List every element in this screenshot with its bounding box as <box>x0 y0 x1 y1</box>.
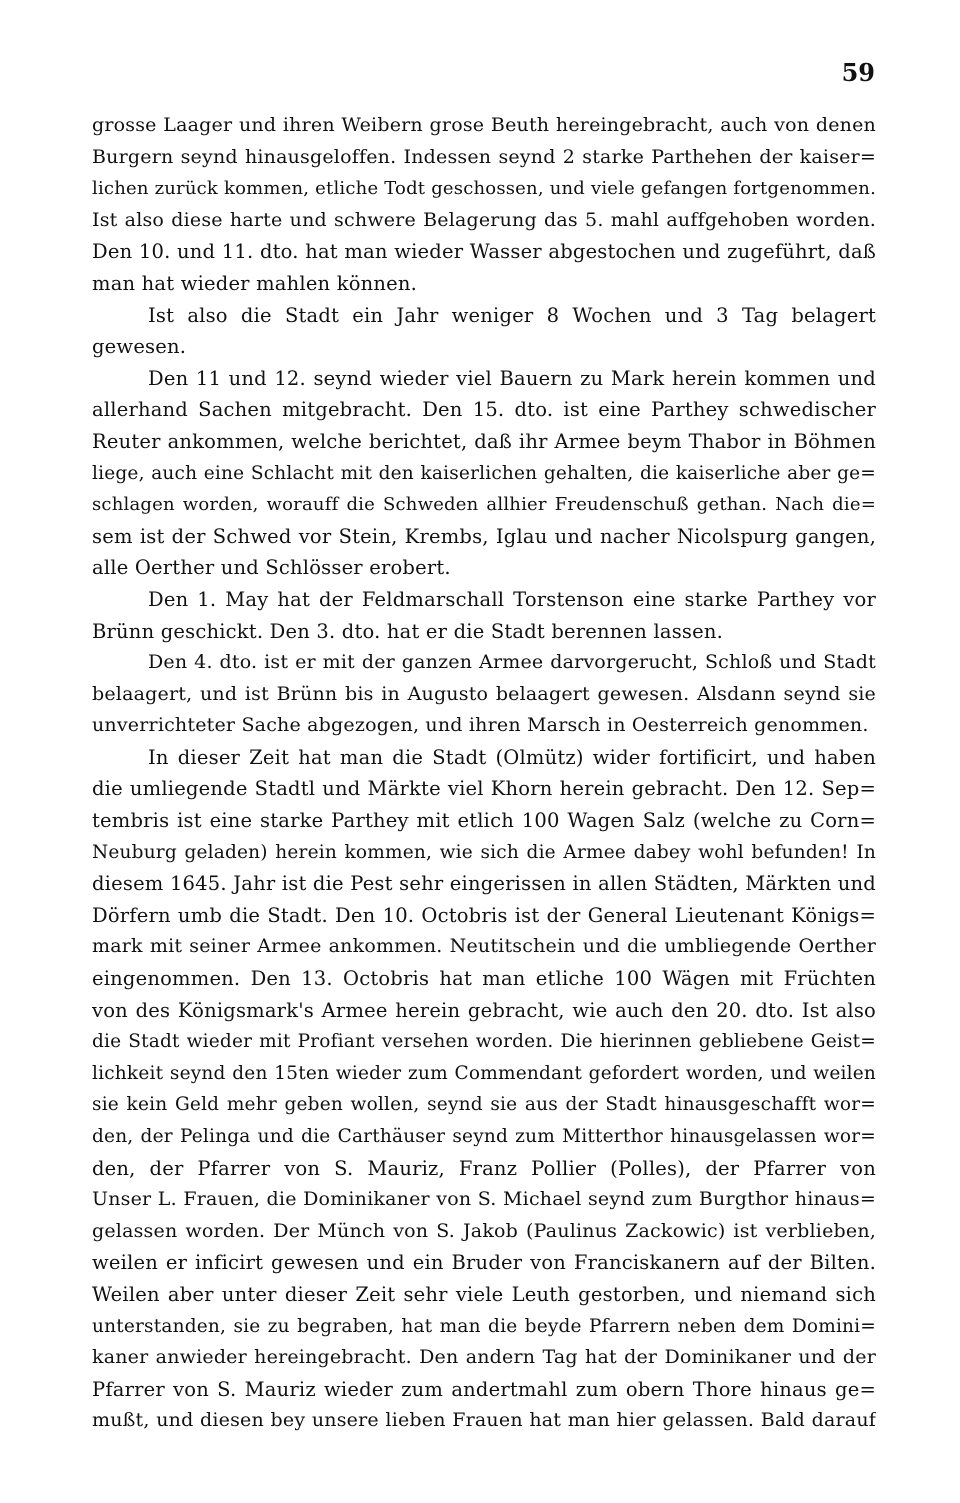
text-line: Weilen aber unter dieser Zeit sehr viele Leuth gestorben, und niemand sich <box>92 1282 876 1306</box>
text-line: den, der Pfarrer von S. Mauriz, Franz Pollier (Polles), der Pfarrer von <box>92 1156 876 1180</box>
text-line: grosse Laager und ihren Weibern grose Beuth hereingebracht, auch von denen <box>92 114 876 136</box>
text-line: gewesen. <box>92 335 187 359</box>
body-text <box>92 110 876 1437</box>
text-line: mark mit seiner Armee ankommen. Neutitschein und die umbliegende Oerther <box>92 935 876 958</box>
text-line: Unser L. Frauen, die Dominikaner von S. Michael seynd zum Burgthor hinaus= <box>92 1188 876 1211</box>
text-line: Den 10. und 11. dto. hat man wieder Wasser abgestochen und zugeführt, daß <box>92 240 876 264</box>
text-line: Den 1. May hat der Feldmarschall Torstenson eine starke Parthey vor <box>148 587 876 611</box>
text-line: von des Königsmark's Armee herein gebracht, wie auch den 20. dto. Ist also <box>92 998 876 1022</box>
text-line: man hat wieder mahlen können. <box>92 271 418 295</box>
text-line: Den 4. dto. ist er mit der ganzen Armee darvorgerucht, Schloß und Stadt <box>148 651 876 674</box>
text-line: lichkeit seynd den 15ten wieder zum Commendant gefordert worden, und weilen <box>92 1062 876 1084</box>
text-line: sem ist der Schwed vor Stein, Krembs, Iglau und nacher Nicolspurg gangen, <box>92 524 876 548</box>
text-line: die umliegende Stadtl und Märkte viel Khorn herein gebracht. Den 12. Sep= <box>92 777 876 801</box>
text-line: Pfarrer von S. Mauriz wieder zum andertmahl zum obern Thore hinaus ge= <box>92 1377 876 1401</box>
text-line: allerhand Sachen mitgebracht. Den 15. dto. ist eine Parthey schwedischer <box>92 398 876 422</box>
text-line: alle Oerther und Schlösser erobert. <box>92 556 451 580</box>
text-line: Brünn geschickt. Den 3. dto. hat er die Stadt berennen lassen. <box>92 619 724 643</box>
text-line: mußt, und diesen bey unsere lieben Frauen hat man hier gelassen. Bald darauf <box>92 1409 876 1432</box>
text-line: schlagen worden, worauff die Schweden allhier Freudenschuß gethan. Nach die= <box>92 494 876 516</box>
text-line: den, der Pelinga und die Carthäuser seynd zum Mitterthor hinausgelassen wor= <box>92 1126 876 1147</box>
text-line: Dörfern umb die Stadt. Den 10. Octobris ist der General Lieutenant Königs= <box>92 903 876 927</box>
text-line: unverrichteter Sache abgezogen, und ihren Marsch in Oesterreich genommen. <box>92 714 869 737</box>
text-line: Neuburg geladen) herein kommen, wie sich die Armee dabey wohl befunden! In <box>92 841 876 863</box>
text-line: kaner anwieder hereingebracht. Den andern Tag hat der Dominikaner und der <box>92 1346 876 1369</box>
text-line: sie kein Geld mehr geben wollen, seynd sie aus der Stadt hinausgeschafft wor= <box>92 1094 876 1116</box>
text-line: gelassen worden. Der Münch von S. Jakob (Paulinus Zackowic) ist verblieben, <box>92 1219 876 1242</box>
text-line: belaagert, und ist Brünn bis in Augusto belaagert gewesen. Alsdann seynd sie <box>92 682 876 705</box>
text-line: weilen er inficirt gewesen und ein Bruder von Franciskanern auf der Bilten. <box>92 1251 876 1275</box>
text-line: liege, auch eine Schlacht mit den kaiserlichen gehalten, die kaiserliche aber ge= <box>92 462 876 484</box>
text-line: Den 11 und 12. seynd wieder viel Bauern zu Mark herein kommen und <box>148 366 876 390</box>
text-line: tembris ist eine starke Parthey mit etlich 100 Wagen Salz (welche zu Corn= <box>92 809 876 833</box>
text-line: Ist also diese harte und schwere Belagerung das 5. mahl auffgehoben worden. <box>92 208 876 231</box>
text-line: unterstanden, sie zu begraben, hat man die beyde Pfarrern neben dem Domini= <box>92 1315 876 1337</box>
page-number: 59 <box>841 58 875 87</box>
text-line: eingenommen. Den 13. Octobris hat man etliche 100 Wägen mit Früchten <box>92 967 876 991</box>
text-line: Ist also die Stadt ein Jahr weniger 8 Wochen und 3 Tag belagert <box>148 303 876 327</box>
text-line: Burgern seynd hinausgeloffen. Indessen seynd 2 starke Parthehen der kaiser= <box>92 145 876 168</box>
text-line: diesem 1645. Jahr ist die Pest sehr eingerissen in allen Städten, Märkten und <box>92 872 876 896</box>
text-line: Reuter ankommen, welche berichtet, daß ihr Armee beym Thabor in Böhmen <box>92 429 876 453</box>
text-line: die Stadt wieder mit Profiant versehen worden. Die hierinnen gebliebene Geist= <box>92 1031 876 1053</box>
text-line: lichen zurück kommen, etliche Todt geschossen, und viele gefangen fortgenommen. <box>92 178 876 200</box>
text-line: In dieser Zeit hat man die Stadt (Olmütz) wider fortificirt, und haben <box>148 745 876 769</box>
